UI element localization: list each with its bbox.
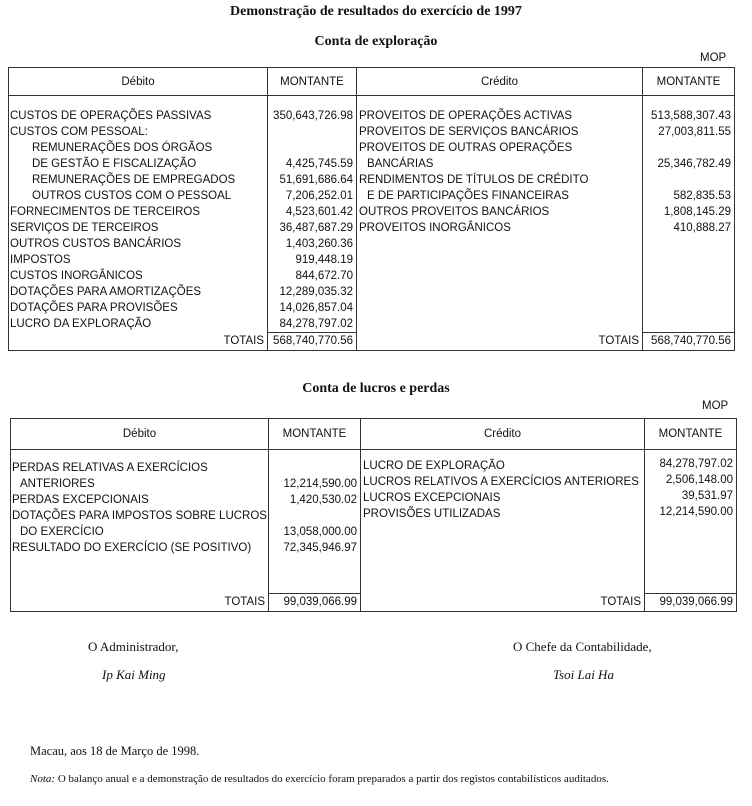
debito-item: FORNECIMENTOS DE TERCEIROS xyxy=(10,206,200,218)
debito-item: OUTROS CUSTOS COM O PESSOAL xyxy=(32,190,232,202)
debito-item: CUSTOS INORGÂNICOS xyxy=(10,270,143,282)
lucros-perdas-currency: MOP xyxy=(702,400,729,412)
debito-amount: 7,206,252.01 xyxy=(285,190,353,202)
debito-amount: 919,448.19 xyxy=(295,254,353,266)
debito-amount xyxy=(271,140,353,156)
lucros-perdas-table xyxy=(10,418,737,612)
debito-amounts xyxy=(268,96,357,333)
debito-amount: 1,420,530.02 xyxy=(289,494,357,506)
debito-item: DO EXERCÍCIO xyxy=(20,526,104,538)
debito-amount: 51,691,686.64 xyxy=(279,174,353,186)
debito-item: SERVIÇOS DE TERCEIROS xyxy=(10,222,159,234)
totals-label-debito: TOTAIS xyxy=(9,333,268,351)
note-label: Nota: xyxy=(30,773,56,785)
debito-amount: 14,026,857.04 xyxy=(279,302,353,314)
place-date: Macau, aos 18 de Março de 1998. xyxy=(30,744,200,758)
debito-amount: 1,403,260.36 xyxy=(285,238,353,250)
exploracao-title: Conta de exploração xyxy=(314,34,438,49)
credito-amount: 39,531.97 xyxy=(681,490,733,502)
debito-item: DOTAÇÕES PARA IMPOSTOS SOBRE LUCROS xyxy=(12,510,267,522)
credito-amount: 27,003,811.55 xyxy=(658,126,731,138)
credito-item: PROVEITOS DE OPERAÇÕES ACTIVAS xyxy=(359,110,573,122)
credito-amount: 513,588,307.43 xyxy=(651,110,731,122)
totals-label-debito: TOTAIS xyxy=(11,594,269,612)
header-debito: Débito xyxy=(9,68,268,96)
debito-amount: 72,345,946.97 xyxy=(283,542,357,554)
chief-accountant-name: Tsoi Lai Ha xyxy=(553,667,614,682)
credito-item: BANCÁRIAS xyxy=(367,158,434,170)
debito-labels xyxy=(9,96,268,333)
credito-amounts xyxy=(645,450,737,594)
debito-amount: 13,058,000.00 xyxy=(283,526,357,538)
debito-item: CUSTOS COM PESSOAL: xyxy=(10,126,148,138)
debito-amount: 844,672.70 xyxy=(295,270,353,282)
header-montante-debito: MONTANTE xyxy=(268,68,357,96)
credito-amount: 582,835.53 xyxy=(673,190,731,202)
credito-item: E DE PARTICIPAÇÕES FINANCEIRAS xyxy=(367,190,569,202)
credito-amount xyxy=(646,140,731,156)
administrator-name: Ip Kai Ming xyxy=(102,667,166,682)
credito-item: LUCROS RELATIVOS A EXERCÍCIOS ANTERIORES xyxy=(363,476,639,488)
debito-item: RESULTADO DO EXERCÍCIO (SE POSITIVO) xyxy=(12,542,252,554)
debito-labels xyxy=(11,450,269,594)
debito-amount: 12,289,035.32 xyxy=(279,286,353,298)
credito-amount: 410,888.27 xyxy=(673,222,731,234)
debito-item: REMUNERAÇÕES DE EMPREGADOS xyxy=(32,174,236,186)
debito-amount: 84,278,797.02 xyxy=(279,318,353,330)
debito-amount xyxy=(272,508,357,524)
credito-item: LUCRO DE EXPLORAÇÃO xyxy=(363,460,505,472)
debito-amount: 4,425,745.59 xyxy=(285,158,353,170)
debito-item: DOTAÇÕES PARA AMORTIZAÇÕES xyxy=(10,286,202,298)
credito-amount: 25,346,782.49 xyxy=(657,158,731,170)
header-montante-credito: MONTANTE xyxy=(643,68,735,96)
credito-item: RENDIMENTOS DE TÍTULOS DE CRÉDITO xyxy=(359,174,589,186)
document-title: Demonstração de resultados do exercício de 1997 xyxy=(230,4,522,19)
note-text: O balanço anual e a demonstração de resultados do exercício foram preparados a partir dos registos contabilísticos auditados. xyxy=(55,773,609,785)
debito-item: PERDAS EXCEPCIONAIS xyxy=(12,494,149,506)
debito-item: LUCRO DA EXPLORAÇÃO xyxy=(10,318,152,330)
header-debito: Débito xyxy=(11,419,269,450)
totals-label-credito: TOTAIS xyxy=(357,333,643,351)
debito-item: ANTERIORES xyxy=(20,478,95,490)
credito-amount: 1,808,145.29 xyxy=(663,206,731,218)
debito-amount: 12,214,590.00 xyxy=(283,478,357,490)
credito-item: PROVEITOS DE SERVIÇOS BANCÁRIOS xyxy=(359,126,579,138)
lucros-perdas-title: Conta de lucros e perdas xyxy=(302,381,450,396)
exploracao-table xyxy=(8,67,735,351)
header-montante-credito: MONTANTE xyxy=(645,419,737,450)
debito-amounts xyxy=(269,450,361,594)
debito-item: DE GESTÃO E FISCALIZAÇÃO xyxy=(32,158,197,170)
credito-item: PROVISÕES UTILIZADAS xyxy=(363,508,501,520)
administrator-role: O Administrador, xyxy=(88,639,179,654)
debito-item: OUTROS CUSTOS BANCÁRIOS xyxy=(10,238,182,250)
chief-accountant-role: O Chefe da Contabilidade, xyxy=(513,639,652,654)
credito-labels xyxy=(361,450,645,594)
credito-amount xyxy=(646,172,731,188)
credito-item: OUTROS PROVEITOS BANCÁRIOS xyxy=(359,206,550,218)
total-debito: 99,039,066.99 xyxy=(269,594,361,612)
credito-item: LUCROS EXCEPCIONAIS xyxy=(363,492,501,504)
credito-labels xyxy=(357,96,643,333)
debito-amount: 350,643,726.98 xyxy=(273,110,353,122)
header-credito: Crédito xyxy=(361,419,645,450)
debito-item: REMUNERAÇÕES DOS ÓRGÃOS xyxy=(32,142,213,154)
debito-item: CUSTOS DE OPERAÇÕES PASSIVAS xyxy=(10,110,212,122)
total-debito: 568,740,770.56 xyxy=(268,333,357,351)
debito-amount: 36,487,687.29 xyxy=(279,222,353,234)
debito-item: IMPOSTOS xyxy=(10,254,71,266)
credito-amount: 84,278,797.02 xyxy=(659,458,733,470)
debito-amount xyxy=(271,124,353,140)
total-credito: 99,039,066.99 xyxy=(645,594,737,612)
debito-amount xyxy=(272,460,357,476)
credito-amount: 2,506,148.00 xyxy=(665,474,733,486)
credito-amounts xyxy=(643,96,735,333)
total-credito: 568,740,770.56 xyxy=(643,333,735,351)
credito-item: PROVEITOS INORGÂNICOS xyxy=(359,222,511,234)
debito-amount: 4,523,601.42 xyxy=(285,206,353,218)
debito-item: PERDAS RELATIVAS A EXERCÍCIOS xyxy=(12,462,208,474)
debito-item: DOTAÇÕES PARA PROVISÕES xyxy=(10,302,178,314)
credito-item: PROVEITOS DE OUTRAS OPERAÇÕES xyxy=(359,142,573,154)
exploracao-currency: MOP xyxy=(700,52,727,64)
credito-amount: 12,214,590.00 xyxy=(659,506,733,518)
footnote xyxy=(30,773,609,785)
totals-label-credito: TOTAIS xyxy=(361,594,645,612)
header-credito: Crédito xyxy=(357,68,643,96)
header-montante-debito: MONTANTE xyxy=(269,419,361,450)
